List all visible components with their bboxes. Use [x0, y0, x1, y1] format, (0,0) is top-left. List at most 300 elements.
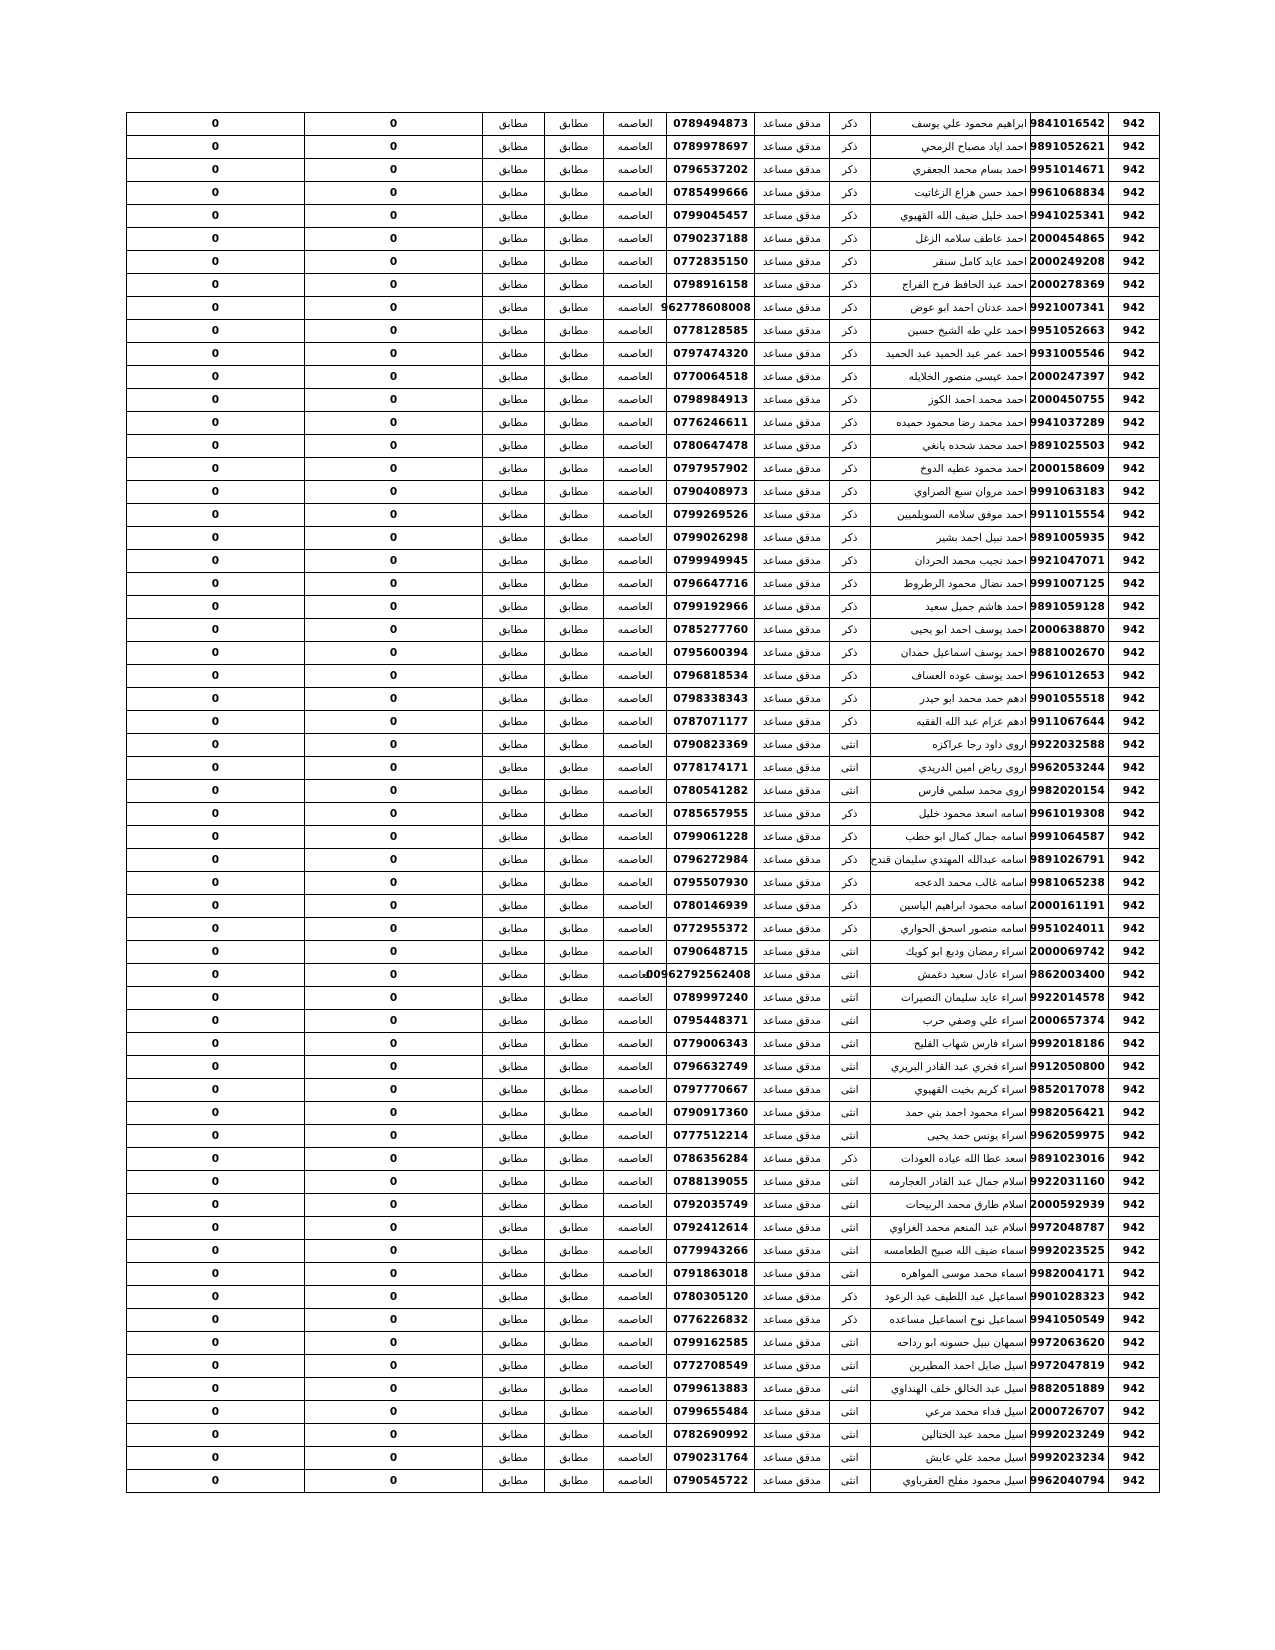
phone-cell: 0796818534 — [667, 665, 754, 688]
national-id-cell: 9922031160 — [1030, 1171, 1108, 1194]
phone-cell: 0777512214 — [667, 1125, 754, 1148]
table-row — [127, 228, 1160, 251]
value-a-cell: 0 — [305, 826, 483, 849]
gender-cell: ذكر — [829, 1286, 870, 1309]
job-title-cell: مدقق مساعد — [754, 343, 829, 366]
value-b-cell: 0 — [127, 1010, 305, 1033]
job-title-cell: مدقق مساعد — [754, 251, 829, 274]
match-status-2-cell: مطابق — [483, 941, 544, 964]
region-cell: العاصمه — [603, 596, 667, 619]
gender-cell: ذكر — [829, 872, 870, 895]
match-status-2-cell: مطابق — [483, 1470, 544, 1493]
match-status-2-cell: مطابق — [483, 596, 544, 619]
national-id-cell: 2000247397 — [1030, 366, 1108, 389]
value-b-cell: 0 — [127, 527, 305, 550]
match-status-2-cell: مطابق — [483, 1424, 544, 1447]
phone-cell: 0778174171 — [667, 757, 754, 780]
table-row — [127, 182, 1160, 205]
region-cell: العاصمه — [603, 504, 667, 527]
phone-cell: 0785277760 — [667, 619, 754, 642]
table-row — [127, 504, 1160, 527]
value-b-cell: 0 — [127, 1401, 305, 1424]
job-title-cell: مدقق مساعد — [754, 1286, 829, 1309]
value-a-cell: 0 — [305, 481, 483, 504]
match-status-cell: مطابق — [544, 964, 603, 987]
national-id-cell: 9941025341 — [1030, 205, 1108, 228]
gender-cell: ذكر — [829, 918, 870, 941]
phone-cell: 0797957902 — [667, 458, 754, 481]
match-status-cell: مطابق — [544, 251, 603, 274]
code-cell: 942 — [1108, 343, 1159, 366]
value-a-cell: 0 — [305, 895, 483, 918]
job-title-cell: مدقق مساعد — [754, 1033, 829, 1056]
job-title-cell: مدقق مساعد — [754, 274, 829, 297]
phone-cell: 0780541282 — [667, 780, 754, 803]
value-b-cell: 0 — [127, 596, 305, 619]
value-b-cell: 0 — [127, 1102, 305, 1125]
value-a-cell: 0 — [305, 596, 483, 619]
national-id-cell: 9992023249 — [1030, 1424, 1108, 1447]
phone-cell: 0780305120 — [667, 1286, 754, 1309]
phone-cell: 0790545722 — [667, 1470, 754, 1493]
value-b-cell: 0 — [127, 550, 305, 573]
phone-cell: 0795448371 — [667, 1010, 754, 1033]
national-id-cell: 2000278369 — [1030, 274, 1108, 297]
match-status-cell: مطابق — [544, 895, 603, 918]
name-cell: احمد عبد الحافظ فرح الفراج — [870, 274, 1030, 297]
job-title-cell: مدقق مساعد — [754, 1125, 829, 1148]
value-a-cell: 0 — [305, 1332, 483, 1355]
name-cell: احمد يوسف احمد ابو يحيى — [870, 619, 1030, 642]
gender-cell: انثى — [829, 1056, 870, 1079]
name-cell: اسماعيل عبد اللطيف عيد الرعود — [870, 1286, 1030, 1309]
code-cell: 942 — [1108, 412, 1159, 435]
national-id-cell: 9941037289 — [1030, 412, 1108, 435]
value-a-cell: 0 — [305, 849, 483, 872]
match-status-cell: مطابق — [544, 619, 603, 642]
region-cell: العاصمه — [603, 113, 667, 136]
value-a-cell: 0 — [305, 964, 483, 987]
table-row — [127, 918, 1160, 941]
name-cell: اسيل صايل احمد المطيرين — [870, 1355, 1030, 1378]
value-a-cell: 0 — [305, 550, 483, 573]
value-a-cell: 0 — [305, 1378, 483, 1401]
table-row — [127, 274, 1160, 297]
gender-cell: انثى — [829, 1447, 870, 1470]
job-title-cell: مدقق مساعد — [754, 1332, 829, 1355]
name-cell: احمد محمد شحده يانغي — [870, 435, 1030, 458]
match-status-2-cell: مطابق — [483, 826, 544, 849]
value-b-cell: 0 — [127, 343, 305, 366]
code-cell: 942 — [1108, 1194, 1159, 1217]
gender-cell: ذكر — [829, 1148, 870, 1171]
match-status-cell: مطابق — [544, 182, 603, 205]
table-row — [127, 780, 1160, 803]
table-row — [127, 159, 1160, 182]
code-cell: 942 — [1108, 619, 1159, 642]
national-id-cell: 9901055518 — [1030, 688, 1108, 711]
code-cell: 942 — [1108, 228, 1159, 251]
gender-cell: انثى — [829, 964, 870, 987]
national-id-cell: 9891059128 — [1030, 596, 1108, 619]
job-title-cell: مدقق مساعد — [754, 596, 829, 619]
national-id-cell: 9951052663 — [1030, 320, 1108, 343]
region-cell: العاصمه — [603, 872, 667, 895]
national-id-cell: 2000454865 — [1030, 228, 1108, 251]
value-b-cell: 0 — [127, 780, 305, 803]
value-a-cell: 0 — [305, 205, 483, 228]
national-id-cell: 9991064587 — [1030, 826, 1108, 849]
gender-cell: ذكر — [829, 182, 870, 205]
national-id-cell: 9991063183 — [1030, 481, 1108, 504]
table-row — [127, 297, 1160, 320]
job-title-cell: مدقق مساعد — [754, 1171, 829, 1194]
match-status-2-cell: مطابق — [483, 1286, 544, 1309]
job-title-cell: مدقق مساعد — [754, 1355, 829, 1378]
gender-cell: ذكر — [829, 665, 870, 688]
region-cell: العاصمه — [603, 1309, 667, 1332]
gender-cell: ذكر — [829, 550, 870, 573]
match-status-cell: مطابق — [544, 1125, 603, 1148]
match-status-2-cell: مطابق — [483, 1332, 544, 1355]
phone-cell: 0796632749 — [667, 1056, 754, 1079]
match-status-cell: مطابق — [544, 159, 603, 182]
value-b-cell: 0 — [127, 1033, 305, 1056]
region-cell: العاصمه — [603, 182, 667, 205]
code-cell: 942 — [1108, 688, 1159, 711]
table-row — [127, 1102, 1160, 1125]
national-id-cell: 9962059975 — [1030, 1125, 1108, 1148]
value-b-cell: 0 — [127, 1424, 305, 1447]
value-b-cell: 0 — [127, 412, 305, 435]
match-status-2-cell: مطابق — [483, 297, 544, 320]
region-cell: العاصمه — [603, 895, 667, 918]
value-a-cell: 0 — [305, 688, 483, 711]
code-cell: 942 — [1108, 1171, 1159, 1194]
value-b-cell: 0 — [127, 665, 305, 688]
match-status-cell: مطابق — [544, 642, 603, 665]
name-cell: اسيل فداء محمد مرعي — [870, 1401, 1030, 1424]
match-status-cell: مطابق — [544, 734, 603, 757]
name-cell: اسماء محمد موسى المواهره — [870, 1263, 1030, 1286]
value-b-cell: 0 — [127, 1056, 305, 1079]
gender-cell: ذكر — [829, 711, 870, 734]
match-status-cell: مطابق — [544, 1171, 603, 1194]
value-b-cell: 0 — [127, 504, 305, 527]
job-title-cell: مدقق مساعد — [754, 895, 829, 918]
code-cell: 942 — [1108, 504, 1159, 527]
national-id-cell: 9911067644 — [1030, 711, 1108, 734]
phone-cell: 0799613883 — [667, 1378, 754, 1401]
region-cell: العاصمه — [603, 1056, 667, 1079]
match-status-2-cell: مطابق — [483, 573, 544, 596]
value-b-cell: 0 — [127, 1355, 305, 1378]
table-row — [127, 1286, 1160, 1309]
match-status-2-cell: مطابق — [483, 1125, 544, 1148]
gender-cell: ذكر — [829, 619, 870, 642]
value-b-cell: 0 — [127, 228, 305, 251]
value-b-cell: 0 — [127, 1332, 305, 1355]
value-b-cell: 0 — [127, 826, 305, 849]
table-row — [127, 849, 1160, 872]
match-status-2-cell: مطابق — [483, 159, 544, 182]
value-a-cell: 0 — [305, 504, 483, 527]
value-a-cell: 0 — [305, 573, 483, 596]
name-cell: اسراء رمضان وديع ابو كويك — [870, 941, 1030, 964]
name-cell: اسراء فخري عبد القادر البريري — [870, 1056, 1030, 1079]
region-cell: العاصمه — [603, 481, 667, 504]
national-id-cell: 9992023525 — [1030, 1240, 1108, 1263]
gender-cell: انثى — [829, 1171, 870, 1194]
value-a-cell: 0 — [305, 366, 483, 389]
national-id-cell: 9862003400 — [1030, 964, 1108, 987]
value-a-cell: 0 — [305, 1309, 483, 1332]
value-a-cell: 0 — [305, 1240, 483, 1263]
code-cell: 942 — [1108, 1217, 1159, 1240]
value-b-cell: 0 — [127, 573, 305, 596]
match-status-2-cell: مطابق — [483, 504, 544, 527]
match-status-cell: مطابق — [544, 458, 603, 481]
match-status-2-cell: مطابق — [483, 780, 544, 803]
value-b-cell: 0 — [127, 113, 305, 136]
value-b-cell: 0 — [127, 964, 305, 987]
gender-cell: انثى — [829, 1332, 870, 1355]
table-row — [127, 458, 1160, 481]
national-id-cell: 2000726707 — [1030, 1401, 1108, 1424]
table-row — [127, 1263, 1160, 1286]
name-cell: احمد عاطف سلامه الزغل — [870, 228, 1030, 251]
table-row — [127, 665, 1160, 688]
value-a-cell: 0 — [305, 941, 483, 964]
gender-cell: انثى — [829, 1401, 870, 1424]
region-cell: العاصمه — [603, 1332, 667, 1355]
value-b-cell: 0 — [127, 734, 305, 757]
job-title-cell: مدقق مساعد — [754, 182, 829, 205]
match-status-2-cell: مطابق — [483, 1240, 544, 1263]
region-cell: العاصمه — [603, 1378, 667, 1401]
gender-cell: انثى — [829, 1355, 870, 1378]
name-cell: اسيل عبد الخالق خلف الهنداوي — [870, 1378, 1030, 1401]
value-b-cell: 0 — [127, 1447, 305, 1470]
code-cell: 942 — [1108, 734, 1159, 757]
match-status-cell: مطابق — [544, 711, 603, 734]
job-title-cell: مدقق مساعد — [754, 573, 829, 596]
match-status-cell: مطابق — [544, 435, 603, 458]
code-cell: 942 — [1108, 941, 1159, 964]
code-cell: 942 — [1108, 389, 1159, 412]
job-title-cell: مدقق مساعد — [754, 1079, 829, 1102]
code-cell: 942 — [1108, 274, 1159, 297]
job-title-cell: مدقق مساعد — [754, 159, 829, 182]
match-status-cell: مطابق — [544, 1332, 603, 1355]
region-cell: العاصمه — [603, 1010, 667, 1033]
value-a-cell: 0 — [305, 159, 483, 182]
match-status-cell: مطابق — [544, 688, 603, 711]
value-b-cell: 0 — [127, 1079, 305, 1102]
value-a-cell: 0 — [305, 1056, 483, 1079]
name-cell: احمد هاشم جميل سعيد — [870, 596, 1030, 619]
name-cell: احمد عمر عبد الحميد عبد الحميد — [870, 343, 1030, 366]
job-title-cell: مدقق مساعد — [754, 504, 829, 527]
match-status-cell: مطابق — [544, 389, 603, 412]
match-status-2-cell: مطابق — [483, 642, 544, 665]
match-status-2-cell: مطابق — [483, 251, 544, 274]
phone-cell: 0797474320 — [667, 343, 754, 366]
table-row — [127, 205, 1160, 228]
region-cell: العاصمه — [603, 1401, 667, 1424]
gender-cell: انثى — [829, 1033, 870, 1056]
match-status-2-cell: مطابق — [483, 872, 544, 895]
value-a-cell: 0 — [305, 780, 483, 803]
national-id-cell: 9991007125 — [1030, 573, 1108, 596]
job-title-cell: مدقق مساعد — [754, 964, 829, 987]
phone-cell: 0790823369 — [667, 734, 754, 757]
phone-cell: 0790648715 — [667, 941, 754, 964]
national-id-cell: 9852017078 — [1030, 1079, 1108, 1102]
name-cell: احمد يوسف عوده العساف — [870, 665, 1030, 688]
national-id-cell: 9891026791 — [1030, 849, 1108, 872]
region-cell: العاصمه — [603, 1286, 667, 1309]
national-id-cell: 9961012653 — [1030, 665, 1108, 688]
name-cell: اسامه منصور اسحق الحواري — [870, 918, 1030, 941]
phone-cell: 0799269526 — [667, 504, 754, 527]
national-id-cell: 9912050800 — [1030, 1056, 1108, 1079]
name-cell: احمد نبيل احمد بشير — [870, 527, 1030, 550]
table-row — [127, 1447, 1160, 1470]
code-cell: 942 — [1108, 596, 1159, 619]
phone-cell: 0789997240 — [667, 987, 754, 1010]
phone-cell: 0792412614 — [667, 1217, 754, 1240]
value-b-cell: 0 — [127, 1378, 305, 1401]
gender-cell: ذكر — [829, 596, 870, 619]
national-id-cell: 9972047819 — [1030, 1355, 1108, 1378]
job-title-cell: مدقق مساعد — [754, 1378, 829, 1401]
job-title-cell: مدقق مساعد — [754, 872, 829, 895]
match-status-cell: مطابق — [544, 366, 603, 389]
value-a-cell: 0 — [305, 619, 483, 642]
region-cell: العاصمه — [603, 757, 667, 780]
national-id-cell: 9982056421 — [1030, 1102, 1108, 1125]
job-title-cell: مدقق مساعد — [754, 550, 829, 573]
phone-cell: 0780647478 — [667, 435, 754, 458]
job-title-cell: مدقق مساعد — [754, 1010, 829, 1033]
region-cell: العاصمه — [603, 1194, 667, 1217]
region-cell: العاصمه — [603, 849, 667, 872]
gender-cell: ذكر — [829, 389, 870, 412]
value-b-cell: 0 — [127, 895, 305, 918]
phone-cell: 0799949945 — [667, 550, 754, 573]
job-title-cell: مدقق مساعد — [754, 320, 829, 343]
value-a-cell: 0 — [305, 1171, 483, 1194]
job-title-cell: مدقق مساعد — [754, 1217, 829, 1240]
national-id-cell: 9972048787 — [1030, 1217, 1108, 1240]
value-b-cell: 0 — [127, 642, 305, 665]
match-status-cell: مطابق — [544, 1309, 603, 1332]
national-id-cell: 2000638870 — [1030, 619, 1108, 642]
table-row — [127, 573, 1160, 596]
match-status-2-cell: مطابق — [483, 1263, 544, 1286]
job-title-cell: مدقق مساعد — [754, 1424, 829, 1447]
name-cell: احمد موفق سلامه السويلميين — [870, 504, 1030, 527]
table-row — [127, 895, 1160, 918]
table-row — [127, 412, 1160, 435]
match-status-2-cell: مطابق — [483, 1148, 544, 1171]
value-b-cell: 0 — [127, 136, 305, 159]
phone-cell: 0795600394 — [667, 642, 754, 665]
table-row — [127, 527, 1160, 550]
national-id-cell: 2000158609 — [1030, 458, 1108, 481]
value-a-cell: 0 — [305, 389, 483, 412]
code-cell: 942 — [1108, 665, 1159, 688]
name-cell: احمد نضال محمود الرطروط — [870, 573, 1030, 596]
table-row — [127, 366, 1160, 389]
match-status-cell: مطابق — [544, 1240, 603, 1263]
national-id-cell: 9982004171 — [1030, 1263, 1108, 1286]
value-a-cell: 0 — [305, 297, 483, 320]
table-row — [127, 596, 1160, 619]
match-status-cell: مطابق — [544, 1194, 603, 1217]
national-id-cell: 9891005935 — [1030, 527, 1108, 550]
job-title-cell: مدقق مساعد — [754, 757, 829, 780]
job-title-cell: مدقق مساعد — [754, 642, 829, 665]
job-title-cell: مدقق مساعد — [754, 1194, 829, 1217]
match-status-2-cell: مطابق — [483, 320, 544, 343]
match-status-cell: مطابق — [544, 1079, 603, 1102]
match-status-2-cell: مطابق — [483, 1033, 544, 1056]
phone-cell: 0795507930 — [667, 872, 754, 895]
name-cell: اسامه غالب محمد الدعجه — [870, 872, 1030, 895]
match-status-cell: مطابق — [544, 136, 603, 159]
match-status-cell: مطابق — [544, 205, 603, 228]
match-status-2-cell: مطابق — [483, 1309, 544, 1332]
gender-cell: ذكر — [829, 435, 870, 458]
match-status-2-cell: مطابق — [483, 412, 544, 435]
table-row — [127, 1171, 1160, 1194]
name-cell: اسماء ضيف الله صبيح الطعامسه — [870, 1240, 1030, 1263]
gender-cell: انثى — [829, 1194, 870, 1217]
value-b-cell: 0 — [127, 1217, 305, 1240]
job-title-cell: مدقق مساعد — [754, 389, 829, 412]
value-a-cell: 0 — [305, 182, 483, 205]
value-a-cell: 0 — [305, 872, 483, 895]
gender-cell: ذكر — [829, 895, 870, 918]
match-status-cell: مطابق — [544, 1217, 603, 1240]
value-a-cell: 0 — [305, 1033, 483, 1056]
match-status-cell: مطابق — [544, 412, 603, 435]
region-cell: العاصمه — [603, 688, 667, 711]
gender-cell: ذكر — [829, 458, 870, 481]
region-cell: العاصمه — [603, 366, 667, 389]
national-id-cell: 9901028323 — [1030, 1286, 1108, 1309]
gender-cell: ذكر — [829, 205, 870, 228]
table-row — [127, 941, 1160, 964]
value-a-cell: 0 — [305, 711, 483, 734]
phone-cell: 0798984913 — [667, 389, 754, 412]
phone-cell: 0789494873 — [667, 113, 754, 136]
phone-cell: 0772835150 — [667, 251, 754, 274]
name-cell: اسامه جمال كمال ابو حطب — [870, 826, 1030, 849]
name-cell: اسيل محمود مفلح العقرباوي — [870, 1470, 1030, 1493]
value-b-cell: 0 — [127, 274, 305, 297]
national-id-cell: 2000592939 — [1030, 1194, 1108, 1217]
code-cell: 942 — [1108, 481, 1159, 504]
name-cell: اسراء عادل سعيد دغمش — [870, 964, 1030, 987]
match-status-cell: مطابق — [544, 1378, 603, 1401]
phone-cell: 0798916158 — [667, 274, 754, 297]
value-a-cell: 0 — [305, 1401, 483, 1424]
job-title-cell: مدقق مساعد — [754, 297, 829, 320]
job-title-cell: مدقق مساعد — [754, 987, 829, 1010]
